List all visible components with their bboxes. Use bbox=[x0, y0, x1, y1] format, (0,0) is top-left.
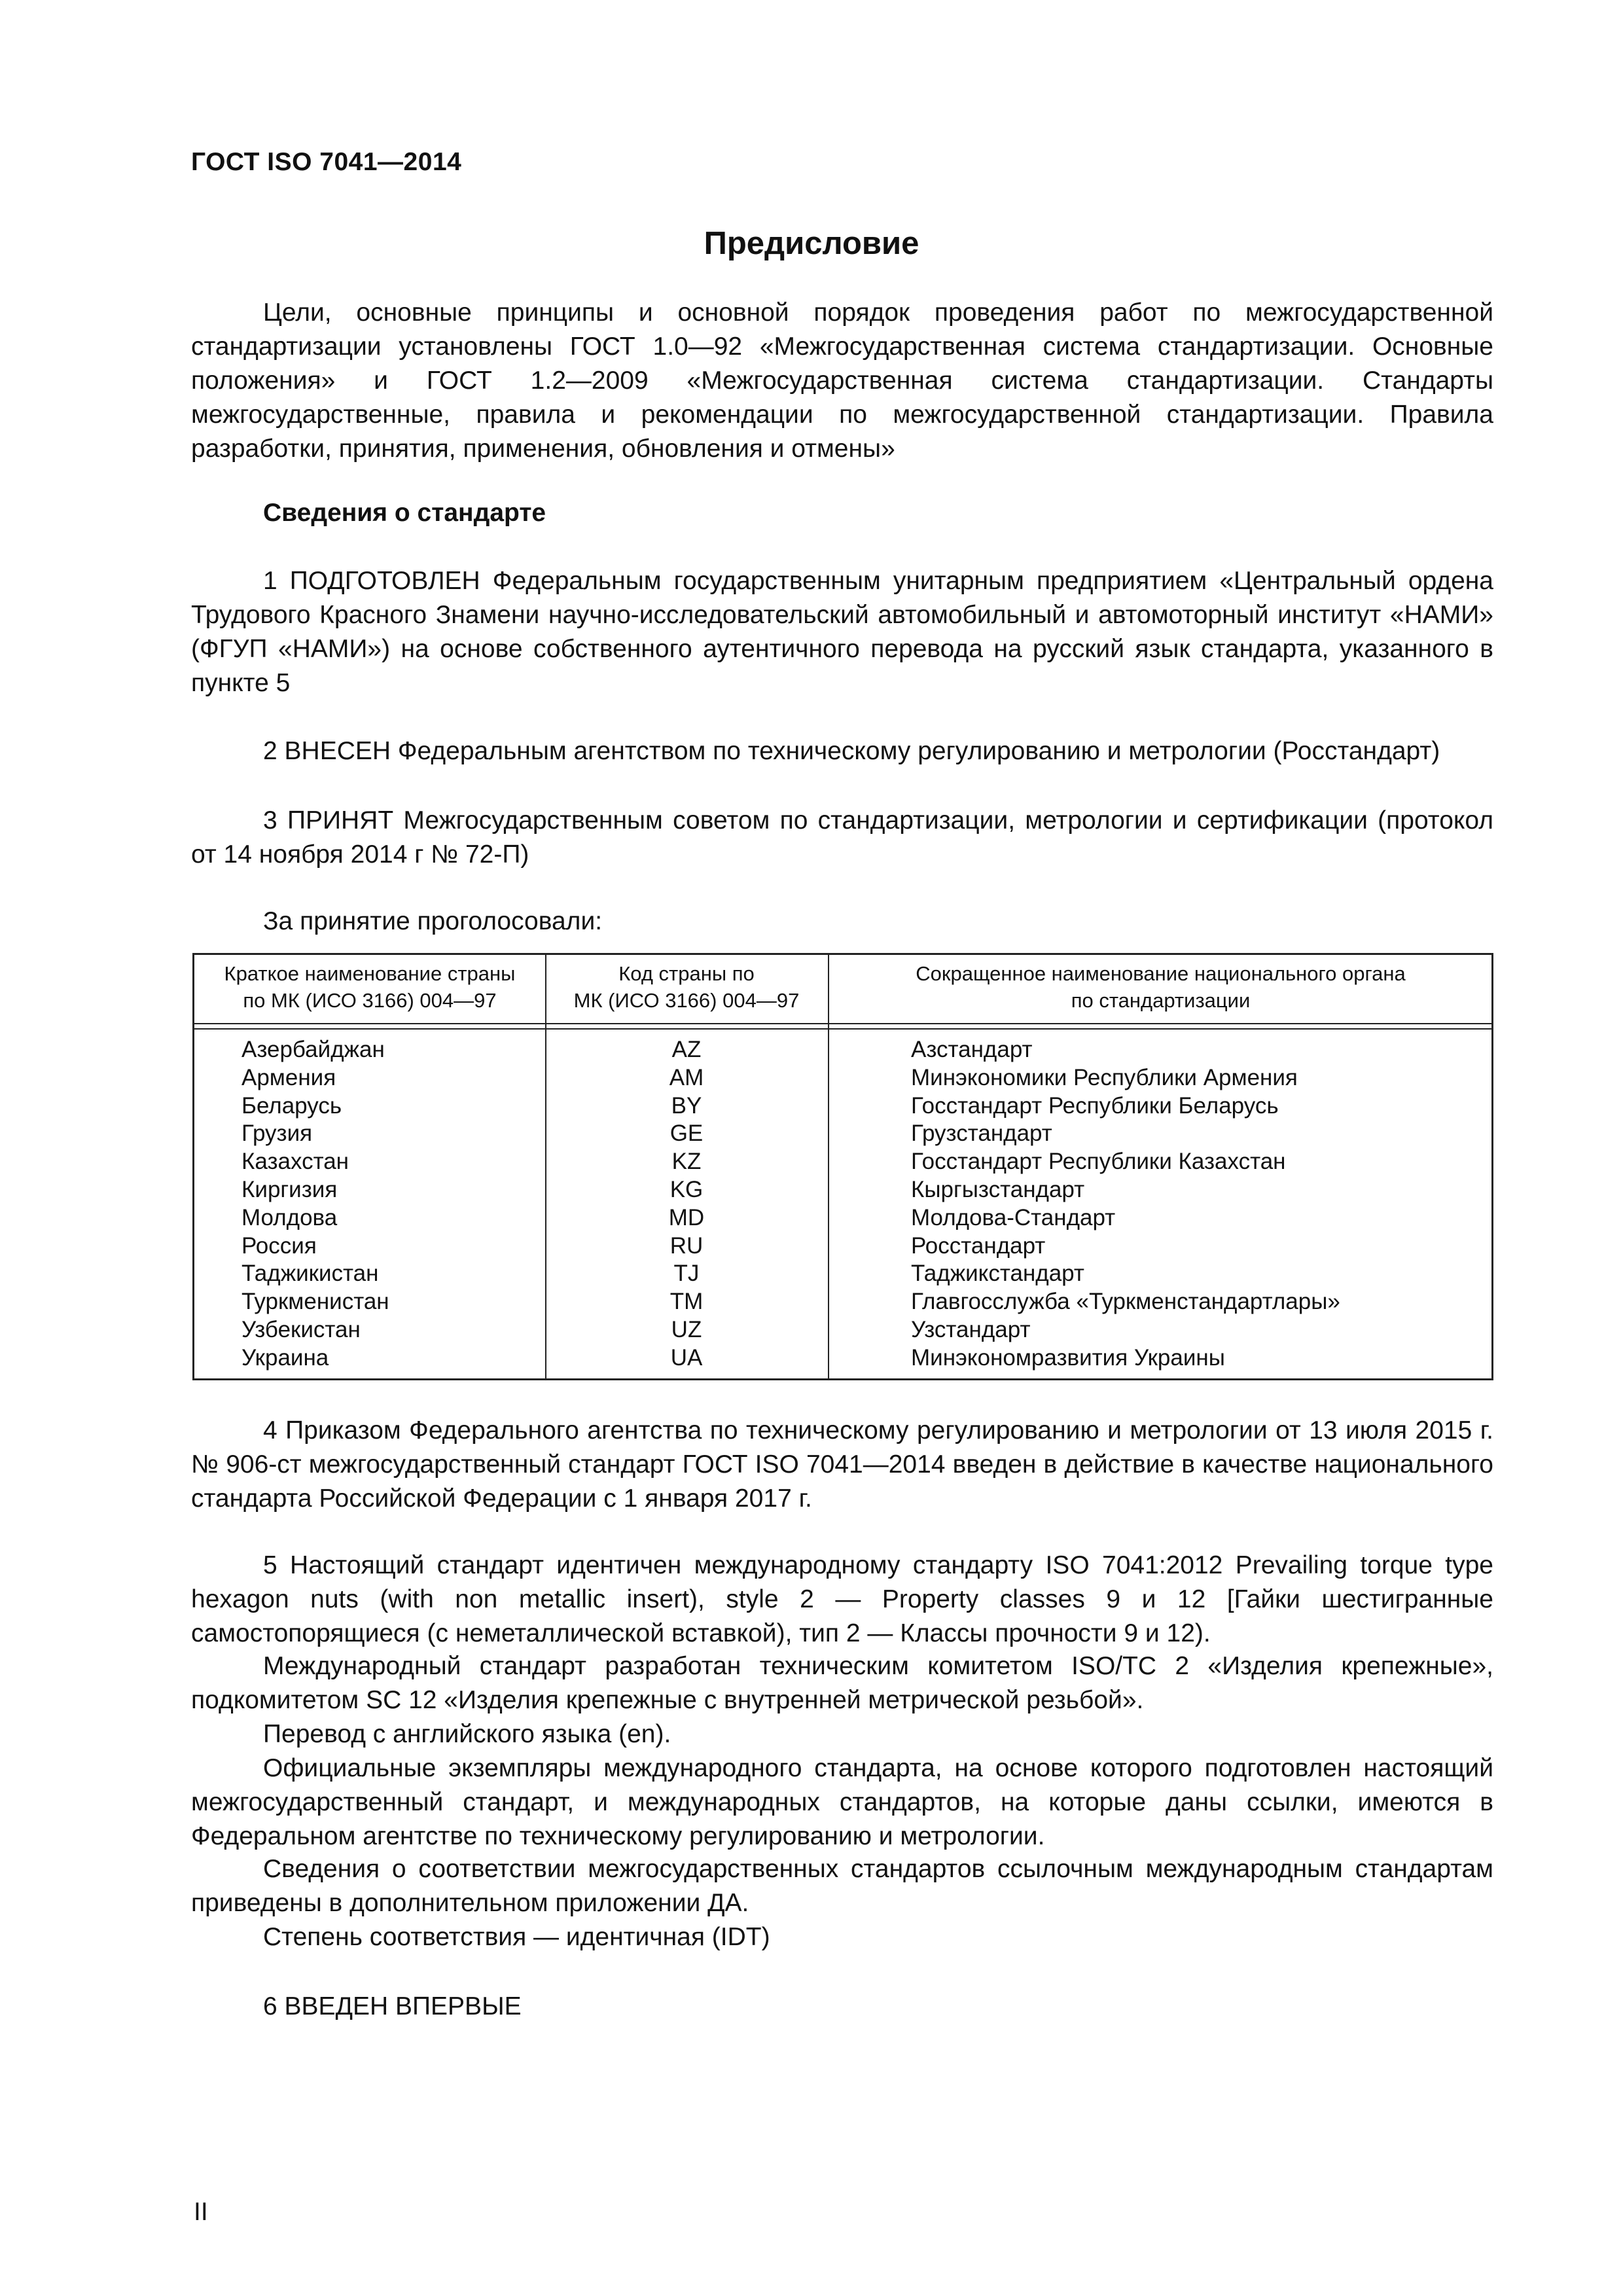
table-cell: Молдова-Стандарт bbox=[911, 1204, 1116, 1230]
table-cell: Госстандарт Республики Беларусь bbox=[911, 1092, 1279, 1119]
table-cell: Киргизия bbox=[241, 1176, 338, 1202]
item-5-paragraph: 5 Настоящий стандарт идентичен международному стандарту ISO 7041:2012 Prevailing torque type hexagon nuts (with non metallic insert), style 2 — Property classes 9 и 12 [Гайки шестигранные самостопорящиеся (с неметаллической вставкой), тип 2 — Классы прочности 9 и 12). bbox=[191, 1551, 1493, 1647]
header-country-code: Код страны по МК (ИСО 3166) 004—97 bbox=[573, 962, 800, 1012]
table-cell: RU bbox=[669, 1232, 704, 1259]
standards-body-column bbox=[911, 1036, 1340, 1372]
table-cell: UZ bbox=[671, 1316, 702, 1342]
table-cell: Азстандарт bbox=[911, 1037, 1033, 1062]
page-title: Предисловие bbox=[704, 226, 919, 261]
page-number: II bbox=[194, 2198, 208, 2226]
item-2-paragraph: 2 ВНЕСЕН Федеральным агентством по техническому регулированию и метрологии (Росстандарт) bbox=[263, 737, 1440, 765]
table-cell: Туркменистан bbox=[241, 1289, 389, 1315]
section-heading: Сведения о стандарте bbox=[263, 499, 546, 527]
table-cell: Грузия bbox=[241, 1121, 313, 1147]
item-6-paragraph: 6 ВВЕДЕН ВПЕРВЫЕ bbox=[263, 1992, 522, 2020]
item-4-paragraph: 4 Приказом Федерального агентства по техническому регулированию и метрологии от 13 июля 2015 г. № 906-ст межгосударственный стандарт ГОСТ ISO 7041—2014 введен в действие в качестве национального стандарта Российской Федерации с 1 января 2017 г. bbox=[191, 1416, 1493, 1513]
table-cell: KG bbox=[669, 1176, 704, 1202]
table-cell: Минэкономики Республики Армения bbox=[911, 1064, 1298, 1090]
table-cell: Армения bbox=[241, 1064, 336, 1090]
table-cell: Росстандарт bbox=[911, 1232, 1046, 1259]
table-cell: Кыргызстандарт bbox=[911, 1176, 1085, 1202]
table-cell: Таджикистан bbox=[241, 1261, 379, 1287]
voting-countries-table bbox=[192, 953, 1493, 1380]
table-cell: Узбекистан bbox=[241, 1316, 361, 1342]
table-cell: BY bbox=[671, 1092, 702, 1119]
header-country-name: Краткое наименование страны по МК (ИСО 3166) 004—97 bbox=[224, 962, 516, 1012]
table-cell: Главгосслужба «Туркменстандартлары» bbox=[911, 1289, 1340, 1315]
table-cell: Казахстан bbox=[241, 1149, 349, 1175]
item-5-committee-paragraph: Международный стандарт разработан техническим комитетом ISO/TC 2 «Изделия крепежные», подкомитетом SC 12 «Изделия крепежные с внутренней метрической резьбой». bbox=[191, 1652, 1493, 1714]
item-5-translation-line: Перевод с английского языка (en). bbox=[263, 1720, 671, 1748]
standard-code-header: ГОСТ ISO 7041—2014 bbox=[191, 148, 462, 176]
country-name-column bbox=[241, 1036, 389, 1372]
table-cell: UA bbox=[670, 1344, 703, 1371]
table-cell: Таджикстандарт bbox=[911, 1261, 1084, 1287]
table-cell: TJ bbox=[673, 1261, 700, 1287]
table-cell: Узстандарт bbox=[911, 1316, 1031, 1342]
header-standards-body: Сокращенное наименование национального органа по стандартизации bbox=[916, 962, 1406, 1012]
item-5-correspondence-paragraph: Сведения о соответствии межгосударственных стандартов ссылочным международным стандартам приведены в дополнительном приложении ДА. bbox=[191, 1855, 1493, 1917]
item-1-paragraph: 1 ПОДГОТОВЛЕН Федеральным государственным унитарным предприятием «Центральный ордена Трудового Красного Знамени научно-исследовательский автомобильный и автомоторный институт «НАМИ» (ФГУП «НАМИ») на основе собственного аутентичного перевода на русский язык стандарта, указанного в пункте 5 bbox=[191, 567, 1493, 697]
table-cell: Азербайджан bbox=[241, 1037, 385, 1062]
table-cell: KZ bbox=[671, 1149, 702, 1175]
table-cell: Минэкономразвития Украины bbox=[911, 1344, 1225, 1371]
country-code-column bbox=[545, 1036, 828, 1372]
vote-label: За принятие проголосовали: bbox=[263, 907, 603, 935]
table-cell: GE bbox=[669, 1121, 704, 1147]
table-cell: AM bbox=[669, 1064, 704, 1090]
item-5-degree-line: Степень соответствия — идентичная (IDT) bbox=[263, 1923, 770, 1951]
table-cell: Госстандарт Республики Казахстан bbox=[911, 1149, 1286, 1175]
table-cell: Украина bbox=[241, 1344, 329, 1371]
item-3-paragraph: 3 ПРИНЯТ Межгосударственным советом по стандартизации, метрологии и сертификации (протокол от 14 ноября 2014 г № 72-П) bbox=[191, 806, 1493, 869]
item-5-official-copies-paragraph: Официальные экземпляры международного стандарта, на основе которого подготовлен настоящий межгосударственный стандарт, и международных стандартов, на которые даны ссылки, имеются в Федеральном агентстве по техническому регулированию и метрологии. bbox=[191, 1754, 1493, 1850]
table-cell: Молдова bbox=[241, 1204, 338, 1230]
intro-paragraph: Цели, основные принципы и основной порядок проведения работ по межгосударственной стандартизации установлены ГОСТ 1.0—92 «Межгосударственная система стандартизации. Основные положения» и ГОСТ 1.2—2009 «Межгосударственная система стандартизации. Стандарты межгосударственные, правила и рекомендации по межгосударственной стандартизации. Правила разработки, принятия, применения, обновления и отмены» bbox=[191, 298, 1493, 463]
table-cell: Россия bbox=[241, 1232, 317, 1259]
table-cell: Грузстандарт bbox=[911, 1121, 1052, 1147]
table-cell: AZ bbox=[671, 1037, 702, 1062]
table-cell: TM bbox=[669, 1289, 704, 1315]
table-cell: Беларусь bbox=[241, 1092, 342, 1119]
table-cell: MD bbox=[668, 1204, 705, 1230]
